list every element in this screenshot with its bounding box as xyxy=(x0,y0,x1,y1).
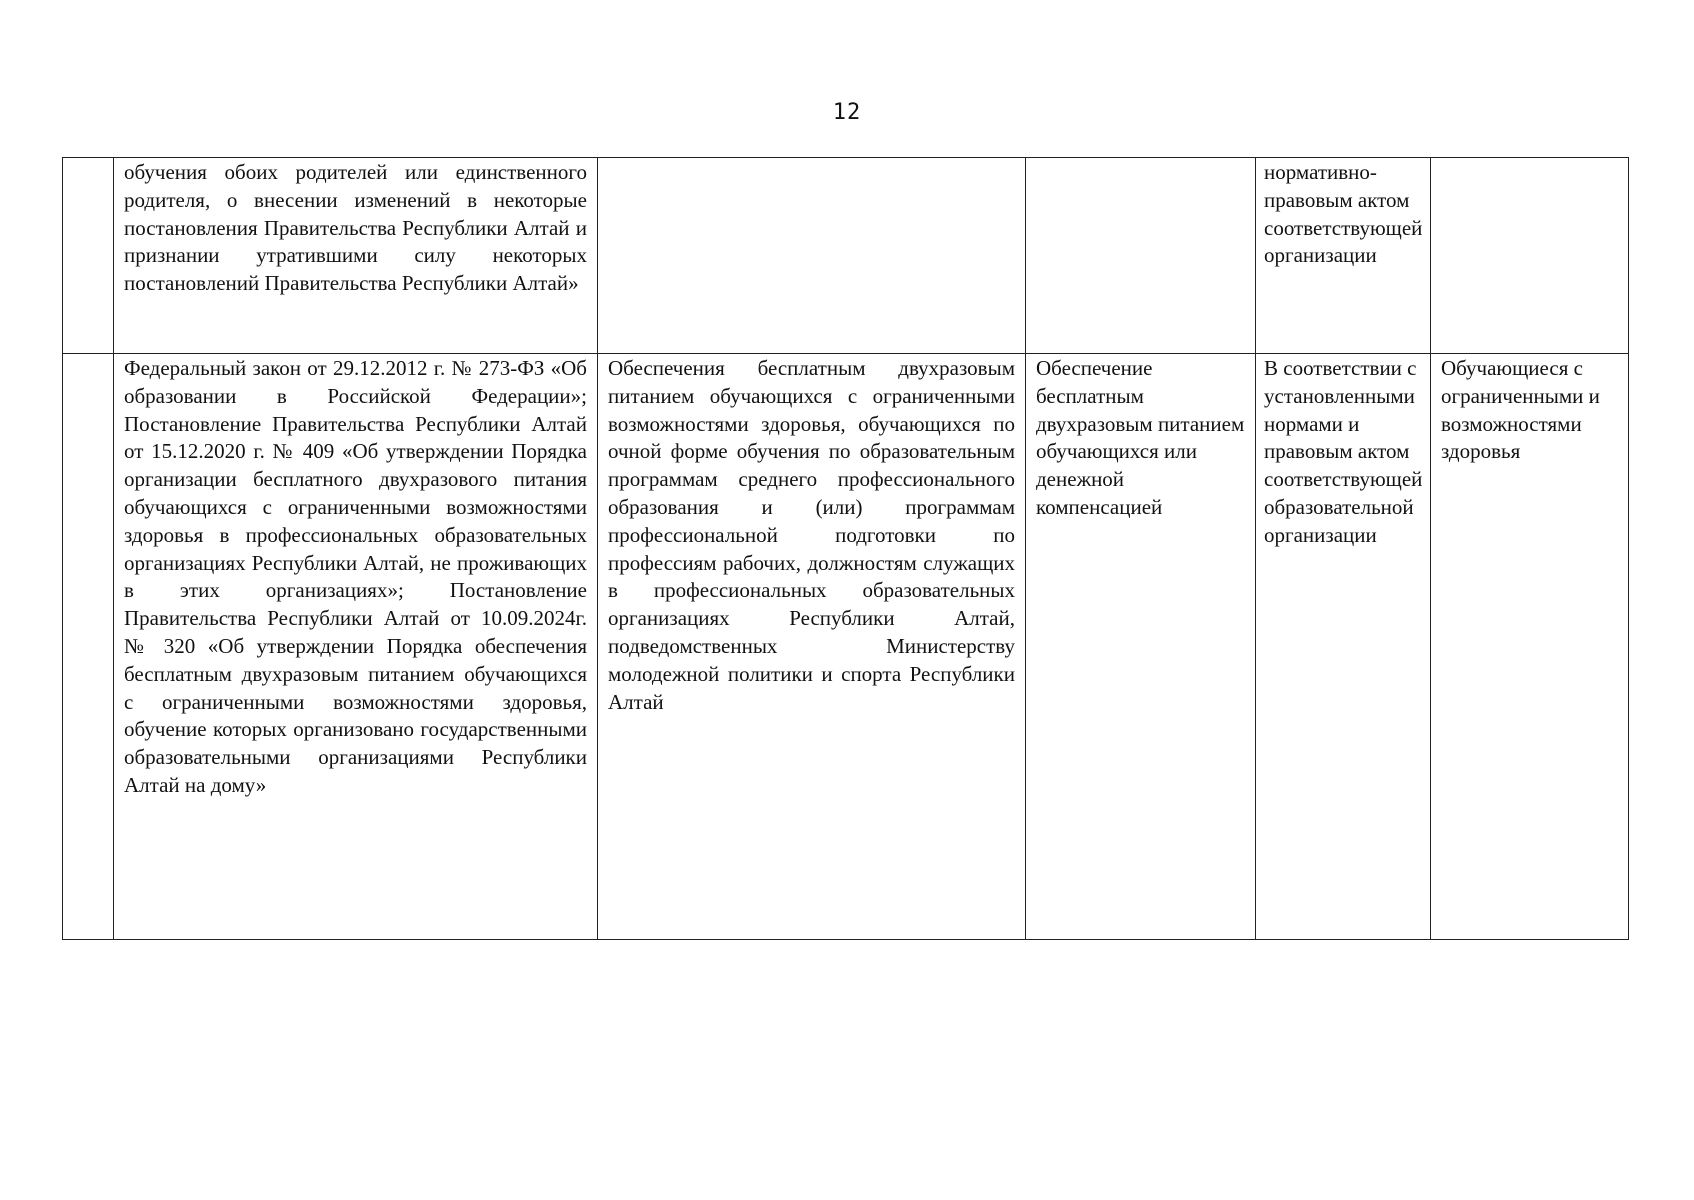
table-cell-recipients xyxy=(1431,158,1629,354)
document-table xyxy=(62,157,1629,940)
table-cell-form: Обеспечение бесплатным двухразовым питанием обучающихся или денежной компенсацией xyxy=(1026,354,1256,940)
table-cell-legal-basis: обучения обоих родителей или единственного родителя, о внесении изменений в некоторые постановления Правительства Республики Алтай и признании утратившими силу некоторых постановлений Правительства Республики Алтай» xyxy=(114,158,598,354)
table-cell-amount: В соответствии с установленными нормами и правовым актом соответствующей образовательной организации xyxy=(1256,354,1431,940)
page-number: 12 xyxy=(832,100,862,125)
table-cell-measure xyxy=(598,158,1026,354)
table-cell-number xyxy=(63,354,114,940)
table-cell-amount: нормативно-правовым актом соответствующей организации xyxy=(1256,158,1431,354)
table-cell-recipients: Обучающиеся с ограниченными и возможностями здоровья xyxy=(1431,354,1629,940)
table-cell-measure: Обеспечения бесплатным двухразовым питанием обучающихся с ограниченными возможностями здоровья, обучающихся по очной форме обучения по образовательным программам среднего профессионального образования и (или) программам профессиональной подготовки по профессиям рабочих, должностям служащих в профессиональных образовательных организациях Республики Алтай, подведомственных Министерству молодежной политики и спорта Республики Алтай xyxy=(598,354,1026,940)
table-cell-form xyxy=(1026,158,1256,354)
table-row xyxy=(63,158,1629,354)
table-cell-number xyxy=(63,158,114,354)
table-row xyxy=(63,354,1629,940)
table-cell-legal-basis: Федеральный закон от 29.12.2012 г. № 273-ФЗ «Об образовании в Российской Федерации»; Постановление Правительства Республики Алтай от 15.12.2020 г. № 409 «Об утверждении Порядка организации бесплатного двухразового питания обучающихся с ограниченными возможностями здоровья в профессиональных образовательных организациях Республики Алтай, не проживающих в этих организациях»; Постановление Правительства Республики Алтай от 10.09.2024г. № 320 «Об утверждении Порядка обеспечения бесплатным двухразовым питанием обучающихся с ограниченными возможностями здоровья, обучение которых организовано государственными образовательными организациями Республики Алтай на дому» xyxy=(114,354,598,940)
